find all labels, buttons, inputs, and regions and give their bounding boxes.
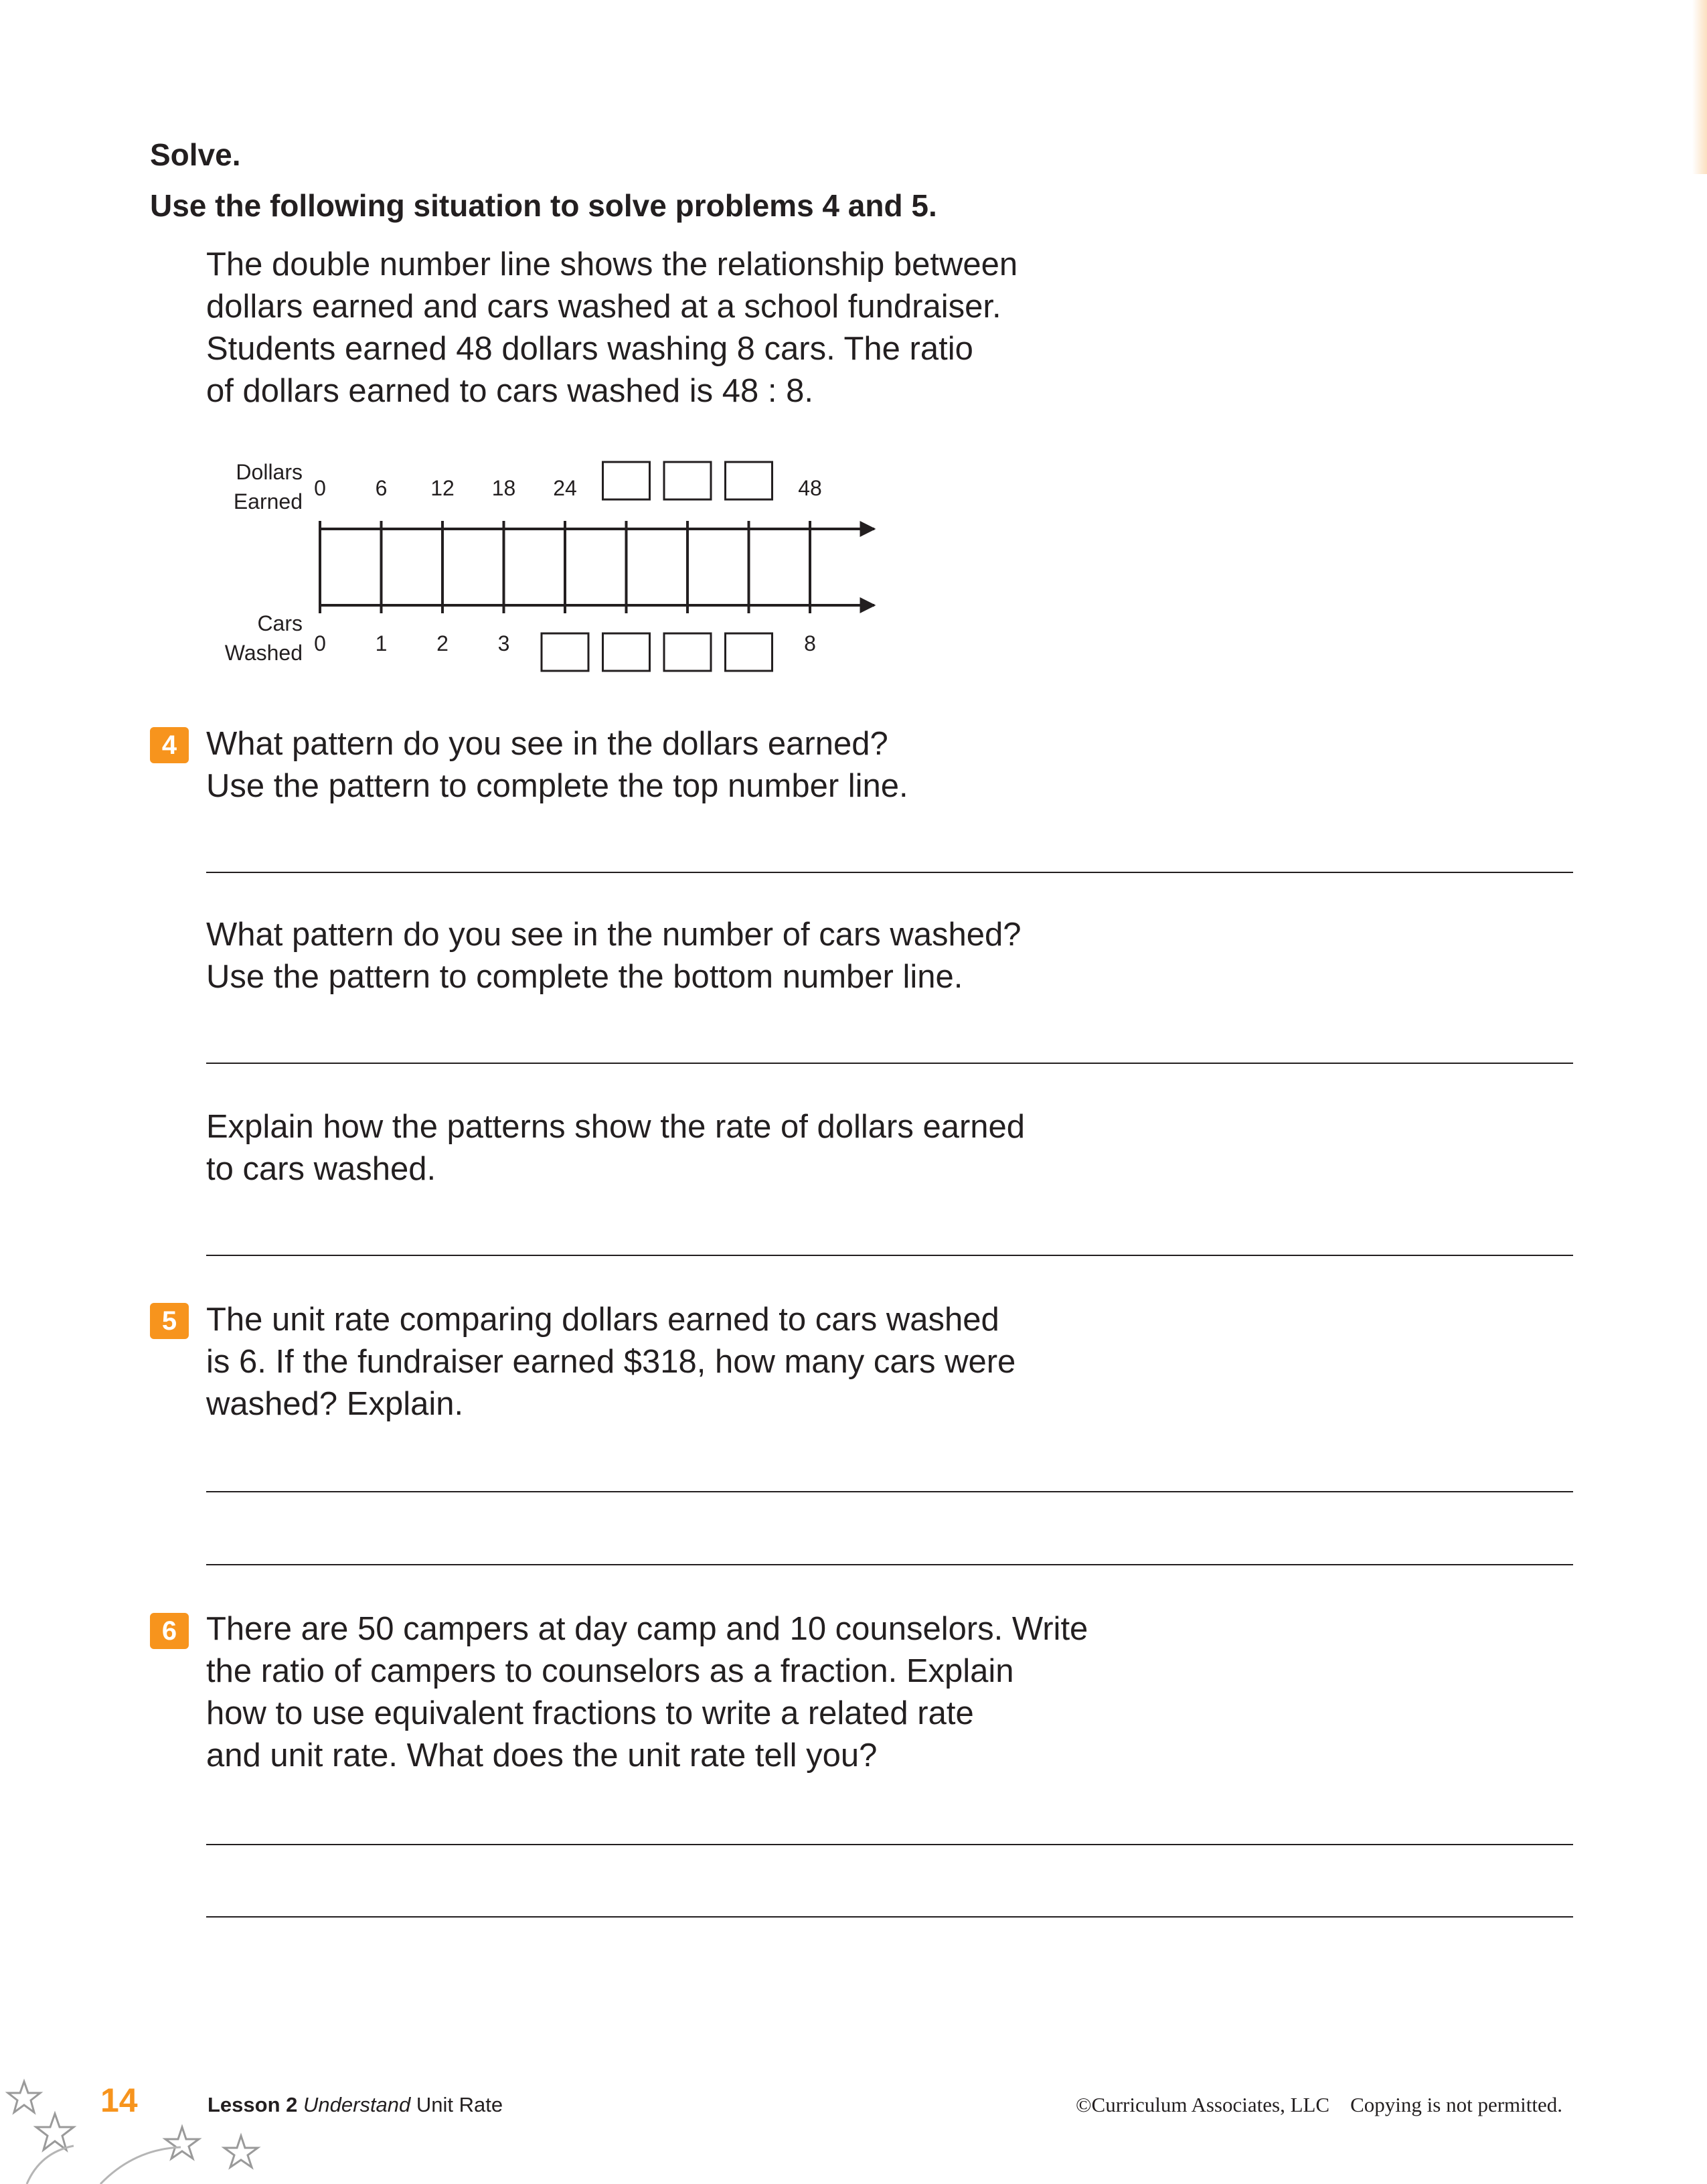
problem-5-text: The unit rate comparing dollars earned to cars washed is 6. If the fundraiser earned $318, how many cars were washed? Explain. — [206, 1302, 1016, 1422]
top-value-1: 6 — [375, 476, 388, 500]
instruction-heading: Use the following situation to solve problems 4 and 5. — [150, 188, 937, 223]
top-value-0: 0 — [314, 476, 326, 500]
answer-line-5b[interactable] — [206, 1564, 1573, 1565]
bottom-value-2: 2 — [436, 631, 449, 655]
problem-4-badge: 4 — [150, 727, 189, 763]
stars-decoration-icon — [0, 2072, 281, 2184]
answer-line-4b[interactable] — [206, 1063, 1573, 1064]
double-number-line — [201, 449, 910, 690]
problem-6-badge: 6 — [150, 1613, 189, 1649]
bottom-answer-box-5[interactable] — [603, 633, 650, 671]
lesson-number: Lesson 2 — [208, 2093, 298, 2116]
top-answer-box-5[interactable] — [603, 462, 650, 499]
lesson-footer — [208, 2093, 503, 2117]
bottom-answer-box-4[interactable] — [542, 633, 588, 671]
problem-4-question-3: Explain how the patterns show the rate of dollars earned to cars washed. — [206, 1109, 1026, 1187]
top-label-line1: Dollars — [236, 460, 303, 484]
problem-4-question-2: What pattern do you see in the number of cars washed? Use the pattern to complete the bottom number line. — [206, 917, 1022, 995]
bottom-value-0: 0 — [314, 631, 326, 655]
bottom-label-line2: Washed — [224, 641, 303, 665]
problem-5-badge: 5 — [150, 1303, 189, 1339]
top-value-8: 48 — [798, 476, 822, 500]
bottom-value-8: 8 — [804, 631, 816, 655]
lesson-type: Understand — [303, 2093, 411, 2116]
top-answer-box-6[interactable] — [664, 462, 711, 499]
bottom-label-line1: Cars — [257, 611, 303, 635]
top-value-2: 12 — [430, 476, 455, 500]
bottom-answer-box-6[interactable] — [664, 633, 711, 671]
top-label-line2: Earned — [233, 489, 303, 514]
problem-6-text: There are 50 campers at day camp and 10 counselors. Write the ratio of campers to counselors as a fraction. Explain how to use equivalent fractions to write a related rate and unit rate. What does the unit rate tell you? — [206, 1611, 1088, 1774]
situation-text: The double number line shows the relationship between dollars earned and cars washed at a school fundraiser. Students earned 48 dollars washing 8 cars. The ratio of dollars earned to cars washed is 48 : 8. — [206, 246, 1018, 409]
top-value-4: 24 — [553, 476, 577, 500]
solve-heading: Solve. — [150, 137, 241, 172]
answer-line-4a[interactable] — [206, 872, 1573, 873]
lesson-title: Unit Rate — [416, 2093, 503, 2116]
top-value-3: 18 — [491, 476, 516, 500]
page-number: 14 — [100, 2082, 138, 2119]
answer-line-6b[interactable] — [206, 1916, 1573, 1918]
top-answer-box-7[interactable] — [726, 462, 773, 499]
page-edge-tint — [1692, 0, 1707, 174]
bottom-value-1: 1 — [375, 631, 388, 655]
bottom-value-3: 3 — [497, 631, 510, 655]
bottom-answer-box-7[interactable] — [726, 633, 773, 671]
answer-line-4c[interactable] — [206, 1255, 1573, 1256]
copyright-notice: ©Curriculum Associates, LLC Copying is not permitted. — [1075, 2093, 1562, 2116]
answer-line-6a[interactable] — [206, 1844, 1573, 1845]
answer-line-5a[interactable] — [206, 1491, 1573, 1492]
problem-4-question-1: What pattern do you see in the dollars earned? Use the pattern to complete the top number line. — [206, 726, 908, 804]
